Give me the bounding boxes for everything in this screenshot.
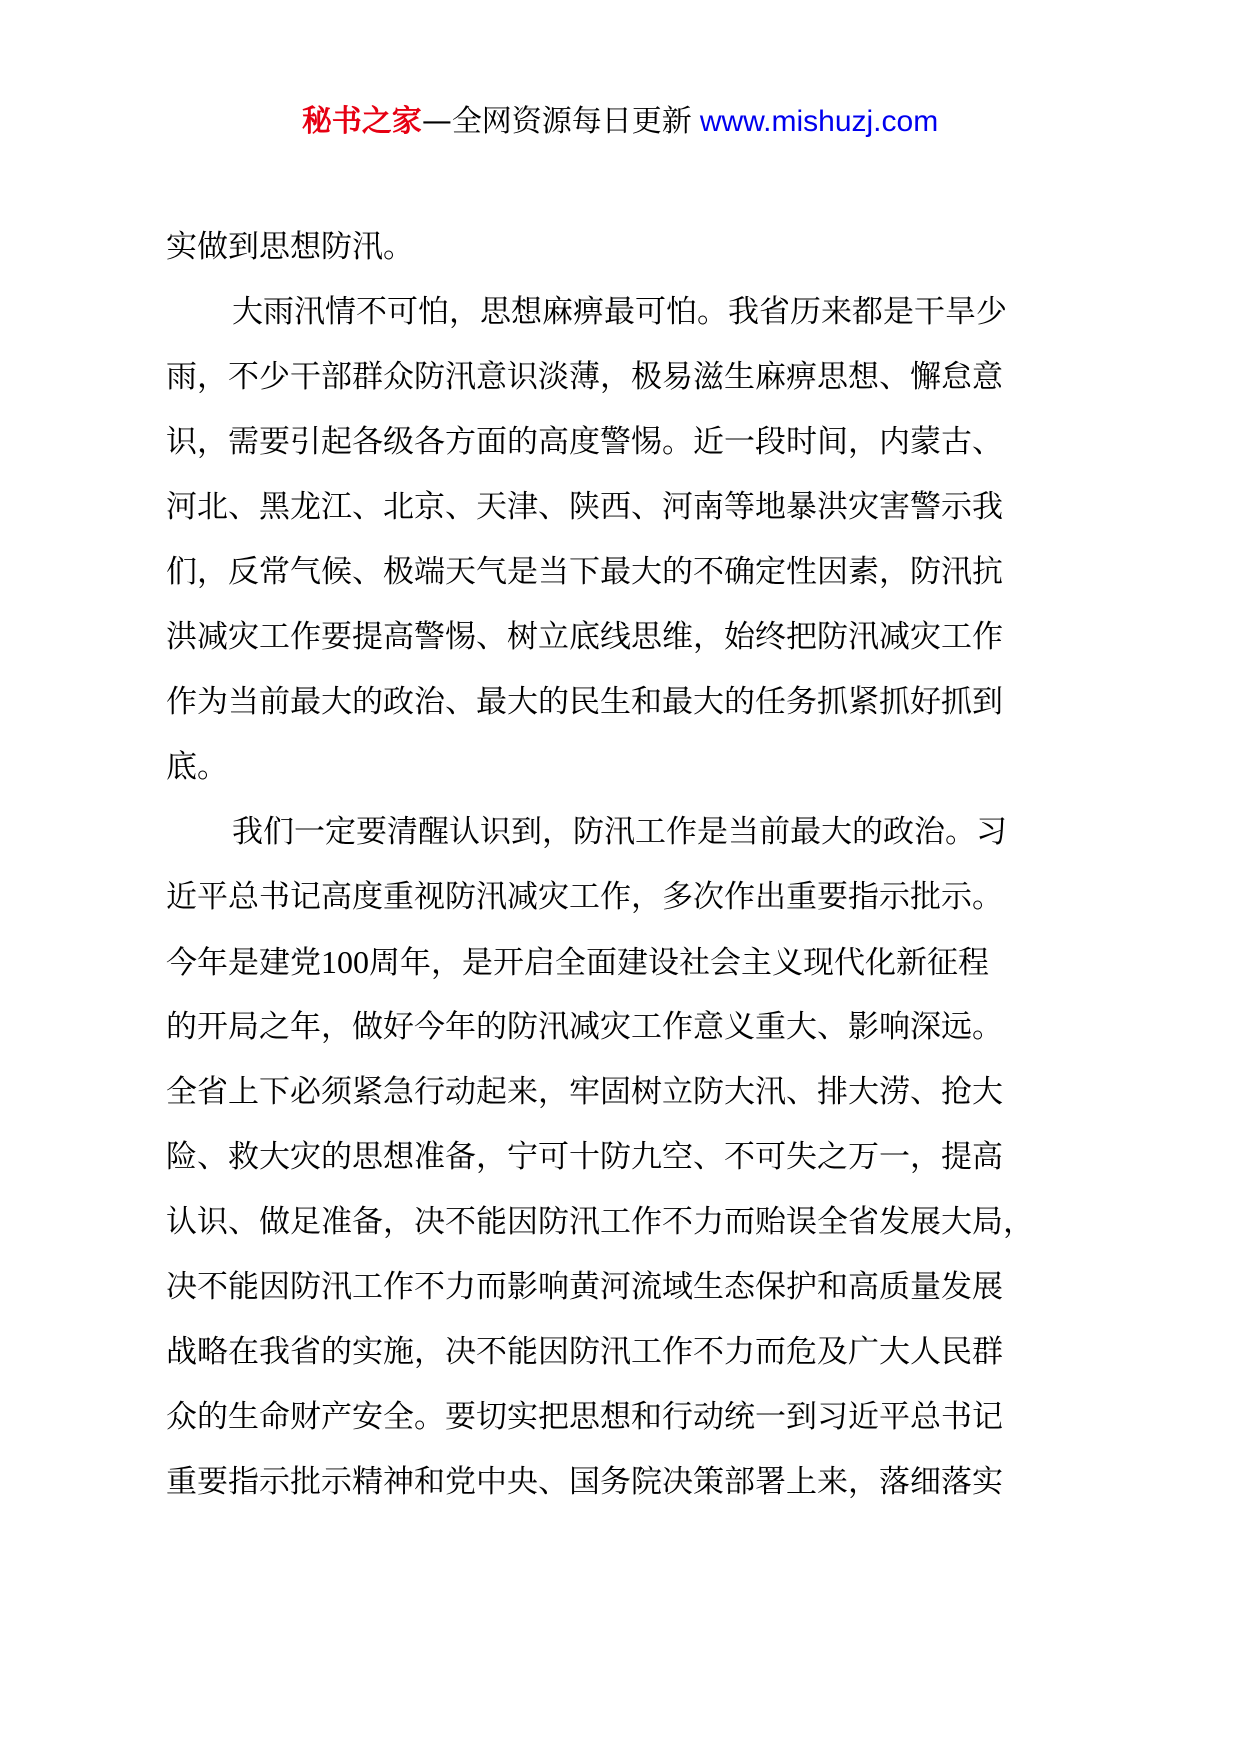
text-line: 近平总书记高度重视防汛减灾工作，多次作出重要指示批示。 [166,879,1003,915]
text-line: 们，反常气候、极端天气是当下最大的不确定性因素，防汛抗 [166,554,1003,590]
text-line: 重要指示批示精神和党中央、国务院决策部署上来，落细落实 [166,1464,1003,1500]
text-line: 实做到思想防汛。 [166,229,414,265]
paragraph-start-line: 大雨汛情不可怕，思想麻痹最可怕。我省历来都是干旱少 [232,294,1007,330]
text-line: 识，需要引起各级各方面的高度警惕。近一段时间，内蒙古、 [166,424,1003,460]
text-line: 险、救大灾的思想准备，宁可十防九空、不可失之万一，提高 [166,1139,1003,1175]
paragraph-start-line: 我们一定要清醒认识到，防汛工作是当前最大的政治。习 [232,814,1007,850]
text-line: 河北、黑龙江、北京、天津、陕西、河南等地暴洪灾害警示我 [166,489,1003,525]
text-fragment: 今年是建党 [166,945,321,981]
text-line: 作为当前最大的政治、最大的民生和最大的任务抓紧抓好抓到 [166,684,1003,720]
text-line: 认识、做足准备，决不能因防汛工作不力而贻误全省发展大局， [166,1204,1034,1240]
year-number: 100 [321,944,369,980]
page-header [0,100,1240,144]
text-line: 的开局之年，做好今年的防汛减灾工作意义重大、影响深远。 [166,1009,1003,1045]
document-body [166,215,1096,1515]
text-line: 众的生命财产安全。要切实把思想和行动统一到习近平总书记 [166,1399,1003,1435]
text-line: 全省上下必须紧急行动起来，牢固树立防大汛、排大涝、抢大 [166,1074,1003,1110]
header-slogan: —全网资源每日更新 [421,104,692,139]
text-fragment: 周年，是开启全面建设社会主义现代化新征程 [369,945,989,981]
text-line: 雨，不少干部群众防汛意识淡薄，极易滋生麻痹思想、懈怠意 [166,359,1003,395]
text-line [166,930,1096,995]
text-line: 底。 [166,749,228,785]
text-line: 战略在我省的实施，决不能因防汛工作不力而危及广大人民群 [166,1334,1003,1370]
site-url-link[interactable]: www.mishuzj.com [699,105,939,138]
brand-name: 秘书之家 [301,104,422,139]
text-line: 决不能因防汛工作不力而影响黄河流域生态保护和高质量发展 [166,1269,1003,1305]
text-line: 洪减灾工作要提高警惕、树立底线思维，始终把防汛减灾工作 [166,619,1003,655]
